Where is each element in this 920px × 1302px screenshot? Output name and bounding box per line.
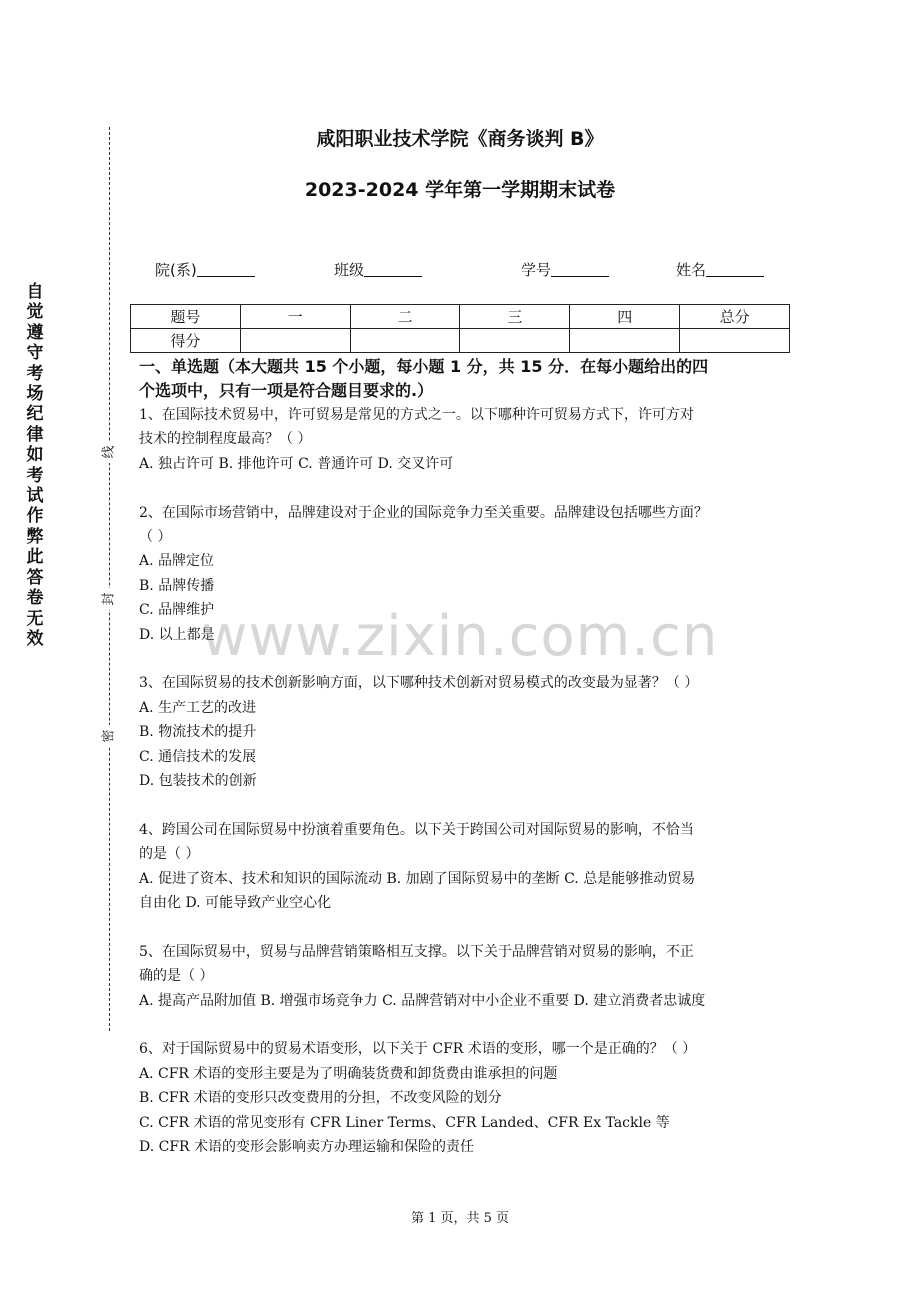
answer-option[interactable]: C. CFR 术语的常见变形有 CFR Liner Terms、CFR Landed、CFR Ex Tackle 等 <box>139 1114 670 1131</box>
question-list <box>139 403 789 1160</box>
answer-option[interactable]: D. 包装技术的创新 <box>139 773 257 790</box>
score-header-cell: 总分 <box>680 305 790 329</box>
class-label: 班级 <box>334 261 365 279</box>
student-id-field[interactable] <box>521 259 609 280</box>
answer-option[interactable]: C. 品牌维护 <box>139 602 215 619</box>
section-heading-line: 个选项中，只有一项是符合题目要求的.） <box>139 381 434 400</box>
section-heading <box>139 355 789 403</box>
question-stem-line: 3、在国际贸易的技术创新影响方面，以下哪种技术创新对贸易模式的改变最为显著？（ ） <box>139 675 699 692</box>
score-cell[interactable] <box>570 329 680 353</box>
question-item <box>139 818 789 916</box>
answer-option[interactable]: B. CFR 术语的变形只改变费用的分担，不改变风险的划分 <box>139 1090 502 1107</box>
department-label: 院(系) <box>155 261 197 279</box>
answer-option[interactable]: B. 品牌传播 <box>139 577 215 594</box>
answer-option[interactable]: B. 物流技术的提升 <box>139 724 257 741</box>
question-stem-line: 2、在国际市场营销中，品牌建设对于企业的国际竞争力至关重要。品牌建设包括哪些方面？ <box>139 504 708 521</box>
class-field[interactable] <box>334 259 422 280</box>
score-header-cell: 二 <box>350 305 460 329</box>
score-cell[interactable] <box>240 329 350 353</box>
question-item <box>139 501 789 647</box>
page-footer: 第 1 页，共 5 页 <box>410 1211 510 1226</box>
question-stem-line: 5、在国际贸易中，贸易与品牌营销策略相互支撑。以下关于品牌营销对贸易的影响，不正 <box>139 943 694 960</box>
question-item <box>139 403 789 476</box>
seal-mark-seal: 封 <box>103 588 117 610</box>
name-blank[interactable] <box>706 261 764 277</box>
answer-option[interactable]: D. 以上都是 <box>139 626 215 643</box>
score-row-label: 得分 <box>131 329 241 353</box>
exam-subtitle: 2023-2024 学年第一学期期末试卷 <box>304 179 616 201</box>
seal-mark-line: 线 <box>103 441 117 463</box>
score-cell[interactable] <box>350 329 460 353</box>
score-header-cell: 三 <box>460 305 570 329</box>
seal-mark-secret: 密 <box>103 725 117 747</box>
answer-option[interactable]: A. 品牌定位 <box>139 553 215 570</box>
student-id-label: 学号 <box>521 261 552 279</box>
answer-option[interactable]: D. CFR 术语的变形会影响卖方办理运输和保险的责任 <box>139 1139 475 1156</box>
question-stem-line: 技术的控制程度最高？（ ） <box>139 431 312 448</box>
answer-option[interactable]: A. CFR 术语的变形主要是为了明确装货费和卸货费由谁承担的问题 <box>139 1065 558 1082</box>
score-cell[interactable] <box>680 329 790 353</box>
exam-title: 咸阳职业技术学院《商务谈判 B》 <box>316 128 604 150</box>
question-stem-line: 4、跨国公司在国际贸易中扮演着重要角色。以下关于跨国公司对国际贸易的影响，不恰当 <box>139 821 694 838</box>
student-id-blank[interactable] <box>551 261 609 277</box>
question-stem-line: 的是（ ） <box>139 846 200 863</box>
score-header-cell: 一 <box>240 305 350 329</box>
answer-option[interactable]: A. 独占许可 B. 排他许可 C. 普通许可 D. 交叉许可 <box>139 455 454 472</box>
watermark: www.zixin.com.cn <box>201 604 719 669</box>
name-label: 姓名 <box>676 261 707 279</box>
class-blank[interactable] <box>364 261 422 277</box>
question-item <box>139 671 789 793</box>
score-table <box>130 304 790 353</box>
score-header-cell: 四 <box>570 305 680 329</box>
score-header-cell: 题号 <box>131 305 241 329</box>
score-table-score-row <box>131 329 790 353</box>
exam-notice-vertical: 自觉遵守考场纪律如考试作弊此答卷无效 <box>26 282 44 649</box>
answer-option[interactable]: 自由化 D. 可能导致产业空心化 <box>139 895 332 912</box>
score-table-header-row <box>131 305 790 329</box>
department-field[interactable] <box>155 259 255 280</box>
answer-option[interactable]: A. 提高产品附加值 B. 增强市场竞争力 C. 品牌营销对中小企业不重要 D. 建立消费者忠诚度 <box>139 992 706 1009</box>
question-stem-line: 6、对于国际贸易中的贸易术语变形，以下关于 CFR 术语的变形，哪一个是正确的？（ ） <box>139 1041 697 1058</box>
answer-option[interactable]: A. 促进了资本、技术和知识的国际流动 B. 加剧了国际贸易中的垄断 C. 总是能够推动贸易 <box>139 870 696 887</box>
question-item <box>139 940 789 1013</box>
section-heading-line: 一、单选题（本大题共 15 个小题，每小题 1 分，共 15 分．在每小题给出的四 <box>139 357 709 376</box>
answer-option[interactable]: A. 生产工艺的改进 <box>139 699 257 716</box>
question-stem-line: 确的是（ ） <box>139 968 214 985</box>
name-field[interactable] <box>676 259 764 280</box>
binding-dashed-line <box>109 127 110 1031</box>
question-stem-line: （ ） <box>139 529 172 546</box>
question-item <box>139 1037 789 1159</box>
question-stem-line: 1、在国际技术贸易中，许可贸易是常见的方式之一。以下哪种许可贸易方式下，许可方对 <box>139 407 694 423</box>
department-blank[interactable] <box>197 261 255 277</box>
score-cell[interactable] <box>460 329 570 353</box>
answer-option[interactable]: C. 通信技术的发展 <box>139 748 257 765</box>
